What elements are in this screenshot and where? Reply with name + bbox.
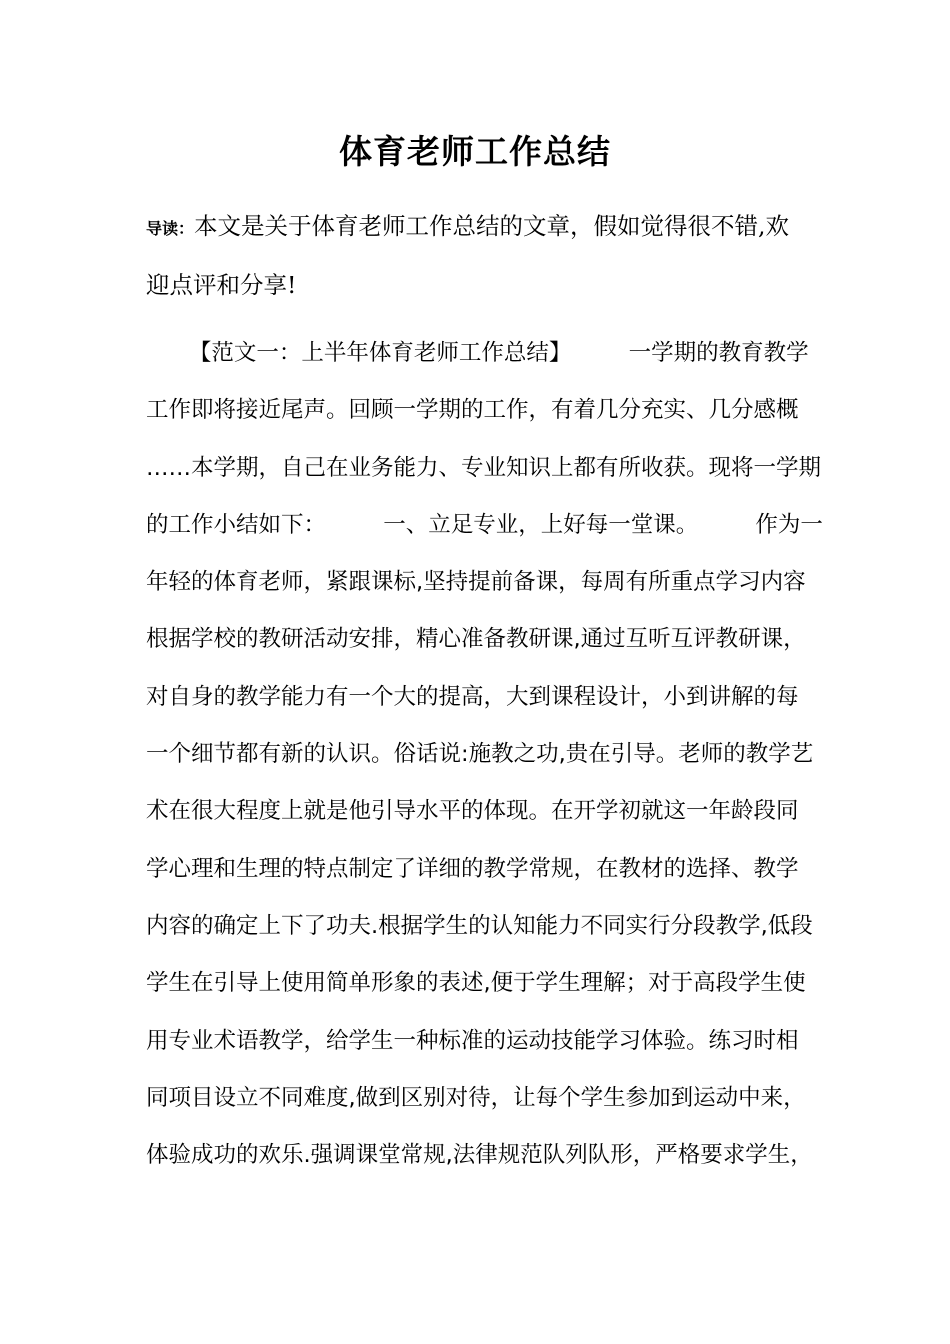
body-line: 的工作小结如下： 一、立足专业，上好每一堂课。 作为一 — [146, 511, 823, 538]
intro-text: 本文是关于体育老师工作总结的文章，假如觉得很不错,欢迎点评和分享! — [146, 212, 789, 299]
body-line: 工作即将接近尾声。回顾一学期的工作，有着几分充实、几分感概 — [146, 397, 799, 424]
body-paragraph — [146, 325, 823, 1184]
document-title: 体育老师工作总结 — [339, 132, 611, 171]
body-line: 根据学校的教研活动安排，精心准备教研课,通过互听互评教研课， — [146, 626, 806, 653]
intro-paragraph — [146, 198, 808, 314]
body-line: 对自身的教学能力有一个大的提高，大到课程设计，小到讲解的每 — [146, 683, 799, 710]
body-line: 术在很大程度上就是他引导水平的体现。在开学初就这一年龄段同 — [146, 798, 799, 825]
body-line: 体验成功的欢乐.强调课堂常规,法律规范队列队形，严格要求学生， — [146, 1142, 813, 1169]
body-line: 学生在引导上使用简单形象的表述,便于学生理解；对于高段学生使 — [146, 970, 806, 997]
body-line: ……本学期，自己在业务能力、专业知识上都有所收获。现将一学期 — [146, 454, 822, 481]
body-line: 年轻的体育老师，紧跟课标,坚持提前备课，每周有所重点学习内容 — [146, 569, 806, 596]
body-line: 一个细节都有新的认识。俗话说:施教之功,贵在引导。老师的教学艺 — [146, 741, 814, 768]
body-line: 用专业术语教学，给学生一种标准的运动技能学习体验。练习时相 — [146, 1027, 799, 1054]
body-line: 同项目设立不同难度,做到区别对待，让每个学生参加到运动中来， — [146, 1084, 806, 1111]
body-line: 学心理和生理的特点制定了详细的教学常规，在教材的选择、教学 — [146, 855, 799, 882]
body-line: 内容的确定上下了功夫.根据学生的认知能力不同实行分段教学,低段 — [146, 912, 813, 939]
intro-label: 导读： — [146, 219, 195, 238]
body-line: 【范文一：上半年体育老师工作总结】 一学期的教育教学 — [146, 340, 809, 366]
